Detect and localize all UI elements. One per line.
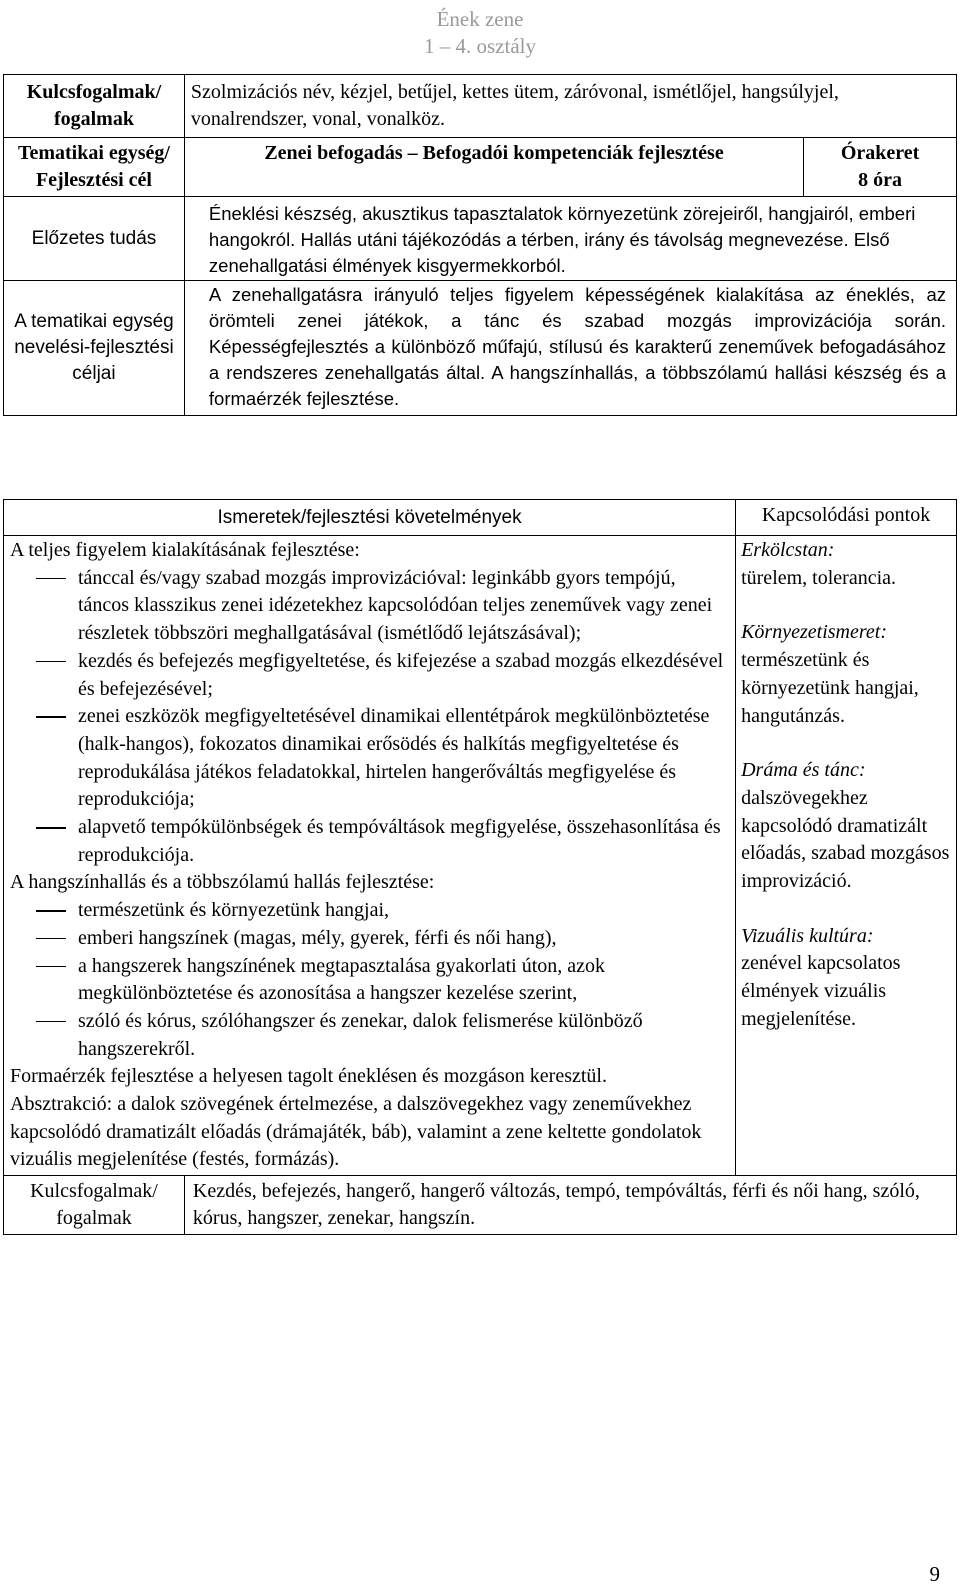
- list-item: zenei eszközök megfigyeltetésével dinamikai ellentétpárok megkülönböztetése (halk-hangos), fokozatos dinamikai erősödés és halkítás megfigyeltetése és reprodukálása játékos feladatokkal, hirtelen hangerőváltás megfigyelése és reprodukciója;: [10, 703, 729, 814]
- link-title: Erkölcstan:: [741, 539, 835, 561]
- formaerzek-paragraph: Formaérzék fejlesztése a helyesen tagolt éneklésen és mozgáson keresztül.: [10, 1065, 607, 1088]
- link-text: türelem, tolerancia.: [741, 566, 897, 589]
- dash-bullet: [36, 966, 66, 968]
- link-text: dalszövegekhez kapcsolódó dramatizált előadás, szabad mozgásos improvizáció.: [741, 786, 950, 893]
- celjai-label: A tematikai egység nevelési-fejlesztési céljai: [4, 281, 185, 416]
- kulcsfogalmak-row: [4, 75, 957, 138]
- kulcsfogalmak-bottom-text: Kezdés, befejezés, hangerő, hangerő változás, tempó, tempóváltás, férfi és női hang, szóló, kórus, hangszer, zenekar, hangszín.: [184, 1176, 956, 1235]
- links-column: [736, 536, 957, 1176]
- dash-bullet: [36, 827, 66, 829]
- page-header: [0, 6, 960, 60]
- orakeret-cell: [804, 138, 957, 197]
- links-header: Kapcsolódási pontok: [736, 500, 957, 536]
- dash-bullet: [36, 1021, 66, 1023]
- kulcsfogalmak-label: Kulcsfogalmak/ fogalmak: [4, 75, 185, 138]
- tematikai-row: [4, 138, 957, 197]
- link-title: Dráma és tánc:: [741, 759, 866, 782]
- elozetes-text: Éneklési készség, akusztikus tapasztalatok környezetünk zörejeiről, hangjairól, emberi hangokról. Hallás utáni tájékozódás a térben, irány és távolság megnevezése. Első zenehallgatási élmények kisgyermekkorból.: [184, 197, 956, 281]
- list-item: természetünk és környezetünk hangjai,: [10, 897, 729, 925]
- absztrakcio-paragraph: Absztrakció: a dalok szövegének értelmezése, a dalszövegekhez vagy zeneművekhez kapcsolódó dramatizált előadás (drámajáték, báb), valamint a zene keltette gondolatok vizuális megjelenítése (festés, formázás).: [10, 1093, 702, 1171]
- list-item: alapvető tempókülönbségek és tempóváltások megfigyelése, összehasonlítása és reprodukciója.: [10, 814, 729, 869]
- dash-bullet: [36, 661, 66, 663]
- list-item: kezdés és befejezés megfigyeltetése, és kifejezése a szabad mozgás elkezdésével és befejezésével;: [10, 648, 729, 703]
- requirements-header-row: [4, 500, 957, 536]
- elozetes-label: Előzetes tudás: [4, 197, 185, 281]
- dash-bullet: [36, 938, 66, 940]
- celjai-row: [4, 281, 957, 416]
- link-text: zenével kapcsolatos élmények vizuális megjelenítése.: [741, 952, 901, 1030]
- dash-bullet: [36, 910, 66, 912]
- requirements-body: [4, 536, 736, 1176]
- list-item: a hangszerek hangszínének megtapasztalása gyakorlati úton, azok megkülönböztetése és azonosítása a hangszer kezelése szerint,: [10, 953, 729, 1008]
- kulcsfogalmak-text: Szolmizációs név, kézjel, betűjel, kettes ütem, záróvonal, ismétlőjel, hangsúlyjel, vonalrendszer, vonal, vonalköz.: [184, 75, 956, 138]
- tematikai-label: Tematikai egység/ Fejlesztési cél: [4, 138, 185, 197]
- orakeret-value: 8 óra: [858, 169, 902, 191]
- elozetes-row: [4, 197, 957, 281]
- page-number: 9: [929, 1562, 940, 1586]
- link-title: Környezetismeret:: [741, 621, 887, 644]
- requirements-header: Ismeretek/fejlesztési követelmények: [4, 500, 736, 536]
- section1-title: A teljes figyelem kialakításának fejlesztése:: [10, 539, 360, 561]
- celjai-text: A zenehallgatásra irányuló teljes figyelem képességének kialakítása az éneklés, az örömteli zenei játékok, a tánc és szabad mozgás improvizációja során. Képességfejlesztés a különböző műfajú, stílusú és karakterű zeneművek befogadásához a rendszeres zenehallgatás által. A hangszínhallás, a többszólamú hallási készség és a formaérzék fejlesztése.: [184, 281, 956, 416]
- orakeret-label: Órakeret: [840, 142, 920, 164]
- header-subject: Ének zene: [436, 7, 524, 31]
- kulcsfogalmak-bottom-row: [4, 1176, 957, 1235]
- section2-title: A hangszínhallás és a többszólamú hallás fejlesztése:: [10, 871, 435, 894]
- kulcsfogalmak-bottom-label: Kulcsfogalmak/ fogalmak: [4, 1176, 185, 1235]
- link-title: Vizuális kultúra:: [741, 924, 874, 947]
- list-item: szóló és kórus, szólóhangszer és zenekar, dalok felismerése különböző hangszerekről.: [10, 1008, 729, 1063]
- dash-bullet: [36, 716, 66, 718]
- requirements-table: [3, 499, 957, 1235]
- link-text: természetünk és környezetünk hangjai, hangutánzás.: [741, 649, 919, 727]
- tematikai-title: Zenei befogadás – Befogadói kompetenciák fejlesztése: [184, 138, 803, 197]
- list-item: tánccal és/vagy szabad mozgás improvizációval: leginkább gyors tempójú, táncos klasszikus zenei idézetekhez kapcsolódóan teljes zeneművek vagy zenei részletek többszöri meghallgatásával (ismétlődő lejátszásával);: [10, 565, 729, 648]
- requirements-body-row: [4, 536, 957, 1176]
- unit-overview-table: [3, 74, 957, 416]
- list-item: emberi hangszínek (magas, mély, gyerek, férfi és női hang),: [10, 925, 729, 953]
- header-grade: 1 – 4. osztály: [424, 34, 536, 58]
- dash-bullet: [36, 578, 66, 580]
